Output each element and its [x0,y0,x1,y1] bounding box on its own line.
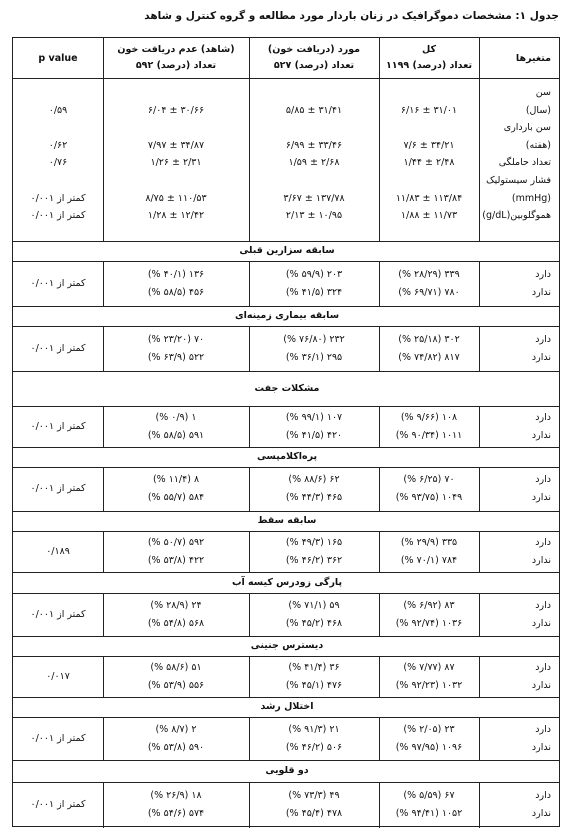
row-divider [13,531,559,532]
section-row-total: ۳۳۹ (۲۸/۲۹ %) [398,268,460,280]
demographic-label: سن بارداری [503,122,551,134]
section-row-label: دارد [535,599,551,611]
demographic-case: ۲/۶۸ ± ۱/۵۹ [288,157,340,169]
section-row-control: ۴۲۲ (۵۳/۸ %) [147,554,205,566]
demographic-total: ۳۱/۰۱ ± ۶/۱۶ [400,104,458,116]
demographic-total: ۱۱۳/۸۴ ± ۱۱/۸۳ [395,192,463,204]
header-pvalue: p value [38,53,78,64]
header-case-line1: مورد (دریافت خون) [267,44,361,55]
demographic-label: سن [535,87,551,98]
demographic-total: ۱۱/۷۳ ± ۱/۸۸ [400,210,458,222]
section-row-control: ۵۱ (۵۸/۶ %) [150,661,202,673]
section-row-case: ۳۶۲ (۴۶/۲ %) [285,554,343,566]
section-row-label: ندارد [531,492,551,503]
section-row-control: ۵۸۴ (۵۵/۷ %) [147,492,205,503]
section-row-case: ۱۰۷ (۹۹/۱ %) [285,411,343,423]
section-row-control: ۵۵۶ (۵۳/۹ %) [147,679,205,691]
section-row-label: دارد [535,790,551,801]
row-divider [13,656,559,657]
section-row-case: ۴۲۰ (۴۱/۵ %) [285,429,343,441]
table-caption: جدول ۱: مشخصات دموگرافیک در زنان باردار مورد مطالعه و گروه کنترل و شاهد [144,10,559,22]
section-row-total: ۱۰۱۱ (۹۰/۳۴ %) [395,429,463,441]
column-divider [103,78,104,241]
section-row-control: ۵۹۲ (۵۰/۷ %) [147,536,205,548]
row-divider [13,760,559,761]
section-row-label: دارد [535,411,551,423]
section-row-control: ۵۹۱ (۵۸/۵ %) [147,429,205,441]
row-divider [13,572,559,573]
section-row-label: ندارد [531,679,551,691]
section-row-case: ۲۱ (۹۱/۳ %) [288,723,340,735]
demographic-total: ۲/۴۸ ± ۱/۴۴ [403,157,455,169]
section-row-case: ۲۹۵ (۳۶/۱ %) [285,351,343,363]
demographic-control: ۳۰/۶۶ ± ۶/۰۴ [147,104,205,116]
section-row-control: ۱۳۶ (۴۰/۱ %) [147,268,205,280]
section-row-control: ۷۰ (۲۳/۲۰ %) [147,333,205,345]
section-row-label: ندارد [531,286,551,298]
section-row-control: ۱ (۰/۹ %) [155,411,197,423]
section-title: مشکلات جفت [254,382,320,394]
column-divider [249,38,250,78]
row-divider [13,511,559,512]
section-title: اختلال رشد [260,701,314,712]
column-divider [379,782,380,828]
section-row-control: ۵۹۰ (۵۳/۸ %) [147,741,205,753]
section-row-case: ۲۰۳ (۵۹/۹ %) [285,268,343,280]
section-row-control: ۴۵۶ (۵۸/۵ %) [147,286,205,298]
demographic-control: ۱۱۰/۵۳ ± ۸/۷۵ [145,192,207,204]
section-row-label: ندارد [531,808,551,819]
demographic-case: ۳۱/۴۱ ± ۵/۸۵ [285,104,343,116]
section-row-total: ۷۰ (۶/۲۵ %) [403,474,455,485]
section-row-case: ۴۶۵ (۴۴/۳ %) [285,492,343,503]
section-row-label: دارد [535,723,551,735]
demographic-label: هموگلوبین(g/dL) [482,210,551,222]
section-title: سابقه سزارین قبلی [239,245,335,256]
demographic-label: (هفته) [525,139,551,151]
section-row-label: ندارد [531,741,551,753]
demographic-label: فشار سیستولیک [486,175,551,186]
section-row-case: ۳۶ (۴۱/۴ %) [288,661,340,673]
row-divider [13,782,559,783]
row-divider [13,447,559,448]
section-pvalue: کمتر از ۰/۰۰۱ [30,732,86,744]
section-row-label: ندارد [531,554,551,566]
section-row-label: ندارد [531,617,551,629]
demographic-control: ۱۲/۴۲ ± ۱/۲۸ [147,210,205,222]
section-title: پره‌اکلامپسی [256,451,318,462]
demographic-total: ۳۴/۲۱ ± ۷/۶ [403,139,455,151]
section-row-case: ۴۷۸ (۴۵/۴ %) [285,808,343,819]
section-row-total: ۱۰۳۲ (۹۲/۲۳ %) [395,679,463,691]
demographic-label: تعداد حاملگی [498,157,551,169]
section-title: سابقه سقط [257,515,317,526]
section-row-label: دارد [535,474,551,485]
demographic-pvalue: ۰/۶۲ [48,139,68,151]
demographics-table [12,37,560,827]
row-divider [13,636,559,637]
demographic-case: ۱۰/۹۵ ± ۲/۱۳ [285,210,343,222]
section-row-total: ۱۰۵۲ (۹۴/۴۱ %) [395,808,463,819]
row-divider [13,326,559,327]
section-row-label: ندارد [531,429,551,441]
section-row-total: ۸۳ (۶/۹۲ %) [403,599,455,611]
section-row-control: ۵۷۴ (۵۴/۶ %) [147,808,205,819]
section-row-total: ۷۸۰ (۶۹/۷۱ %) [398,286,460,298]
section-row-case: ۴۹ (۷۳/۳ %) [288,790,340,801]
demographic-control: ۲/۳۱ ± ۱/۲۶ [150,157,202,169]
section-pvalue: کمتر از ۰/۰۰۱ [30,420,86,432]
demographic-label: (سال) [525,104,551,116]
header-total-line2: تعداد (درصد) ۱۱۹۹ [385,60,473,71]
column-divider [479,78,480,241]
section-row-label: دارد [535,536,551,548]
section-row-case: ۵۰۶ (۴۶/۲ %) [285,741,343,753]
row-divider [13,717,559,718]
row-divider [13,261,559,262]
demographic-case: ۳۳/۴۶ ± ۶/۹۹ [285,139,343,151]
row-divider [13,467,559,468]
header-variables: متغیرها [515,53,551,64]
column-divider [379,38,380,78]
demographic-pvalue: کمتر از ۰/۰۰۱ [30,192,86,204]
header-control-line2: تعداد (درصد) ۵۹۲ [135,60,217,71]
section-row-label: دارد [535,661,551,673]
section-row-total: ۱۰۴۹ (۹۳/۷۵ %) [395,492,463,503]
section-row-control: ۵۲۲ (۶۳/۹ %) [147,351,205,363]
column-divider [103,782,104,828]
section-title: پارگی زودرس کیسه آب [231,576,343,588]
header-total-line1: کل [421,44,436,55]
demographic-control: ۳۴/۸۷ ± ۷/۹۷ [147,139,205,151]
section-row-case: ۵۹ (۷۱/۱ %) [288,599,340,611]
row-divider [13,697,559,698]
section-row-control: ۲۴ (۲۸/۹ %) [150,599,202,611]
row-divider [13,306,559,307]
section-row-case: ۴۶۸ (۴۵/۲ %) [285,617,343,629]
section-row-case: ۶۲ (۸۸/۶ %) [288,474,340,485]
section-row-total: ۱۰۳۶ (۹۲/۷۴ %) [395,617,463,629]
section-row-total: ۸۱۷ (۷۴/۸۲ %) [398,351,460,363]
row-divider [13,371,559,372]
section-pvalue: ۰/۰۱۷ [46,670,70,682]
section-pvalue: کمتر از ۰/۰۰۱ [30,277,86,289]
section-title: دو قلویی [265,765,309,776]
section-title: دیسترس جنینی [250,640,324,651]
row-divider [13,241,559,242]
section-title: سابقه بیماری زمینه‌ای [234,310,340,321]
section-row-total: ۷۸۴ (۷۰/۱ %) [400,554,458,566]
section-pvalue: کمتر از ۰/۰۰۱ [30,483,86,494]
demographic-label: (mmHg) [511,192,551,204]
header-case-line2: تعداد (درصد) ۵۲۷ [273,60,355,71]
column-divider [249,78,250,241]
section-row-case: ۳۲۴ (۴۱/۵ %) [285,286,343,298]
section-pvalue: کمتر از ۰/۰۰۱ [30,342,86,354]
section-row-case: ۱۶۵ (۴۹/۳ %) [285,536,343,548]
section-row-total: ۳۳۵ (۲۹/۹ %) [400,536,458,548]
column-divider [479,38,480,78]
section-row-label: دارد [535,268,551,280]
demographic-pvalue: ۰/۵۹ [48,104,68,116]
column-divider [479,782,480,828]
section-row-control: ۲ (۸/۷ %) [155,723,197,735]
header-control-line1: (شاهد) عدم دریافت خون [117,44,235,55]
section-row-control: ۸ (۱۱/۴ %) [152,474,200,485]
section-pvalue: ۰/۱۸۹ [46,545,70,557]
section-row-total: ۶۷ (۵/۵۹ %) [403,790,455,801]
section-row-total: ۲۳ (۲/۰۵ %) [403,723,455,735]
section-pvalue: کمتر از ۰/۰۰۱ [30,799,86,810]
section-row-total: ۱۰۹۶ (۹۷/۹۵ %) [395,741,463,753]
section-row-control: ۵۶۸ (۵۴/۸ %) [147,617,205,629]
column-divider [103,38,104,78]
column-divider [379,78,380,241]
section-row-label: دارد [535,333,551,345]
row-divider [13,78,559,79]
demographic-case: ۱۳۷/۷۸ ± ۳/۶۷ [283,192,345,204]
section-row-total: ۱۰۸ (۹/۶۶ %) [400,411,458,423]
demographic-pvalue: کمتر از ۰/۰۰۱ [30,210,86,222]
section-row-total: ۳۰۲ (۲۵/۱۸ %) [398,333,460,345]
section-row-control: ۱۸ (۲۶/۹ %) [150,790,202,801]
section-pvalue: کمتر از ۰/۰۰۱ [30,608,86,620]
section-row-case: ۲۳۲ (۷۶/۸۰ %) [283,333,345,345]
section-row-case: ۴۷۶ (۴۵/۱ %) [285,679,343,691]
section-row-total: ۸۷ (۷/۷۷ %) [403,661,455,673]
section-row-label: ندارد [531,351,551,363]
column-divider [249,782,250,828]
row-divider [13,593,559,594]
demographic-pvalue: ۰/۷۶ [48,157,68,169]
row-divider [13,406,559,407]
